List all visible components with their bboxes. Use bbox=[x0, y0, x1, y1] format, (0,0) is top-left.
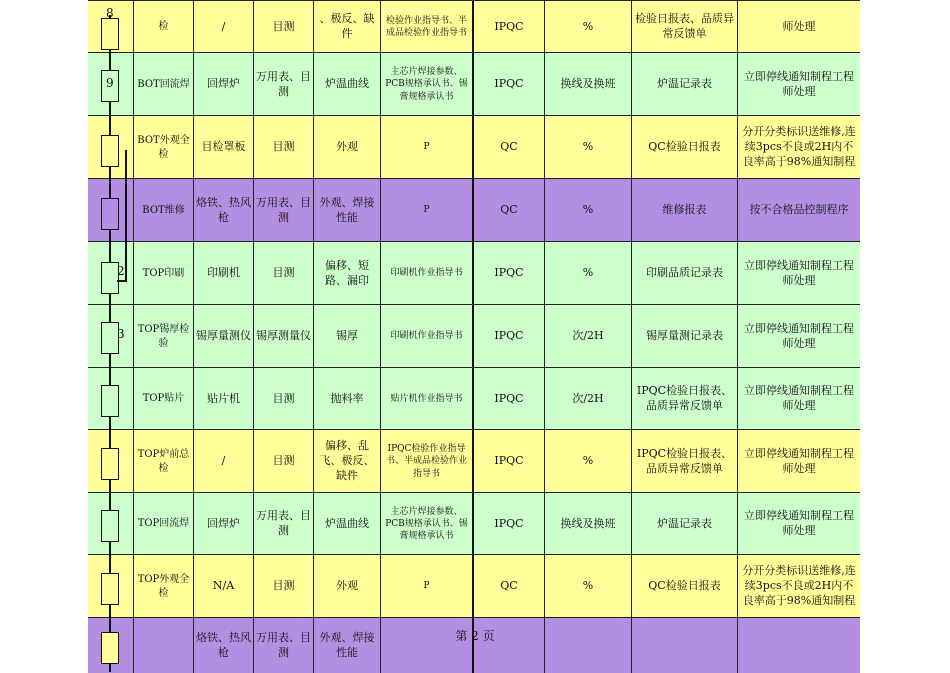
action-cell: 分开分类标识送维修,连续3pcs不良或2H内不良率高于98%通知制程 bbox=[737, 555, 860, 618]
process-step-box bbox=[101, 510, 119, 542]
step-cell: TOP贴片 bbox=[133, 368, 193, 430]
step-cell: TOP外观全检 bbox=[133, 555, 193, 618]
step-cell: BOT回流焊 bbox=[133, 53, 193, 116]
tool-cell: 万用表、目测 bbox=[253, 53, 313, 116]
step-cell: BOT外观全检 bbox=[133, 116, 193, 179]
equipment-cell: 回焊炉 bbox=[193, 493, 253, 555]
step-cell: TOP锡厚检验 bbox=[133, 305, 193, 368]
table-row bbox=[88, 178, 860, 242]
process-flowchart bbox=[88, 0, 133, 672]
action-cell: 立即停线通知制程工程师处理 bbox=[737, 430, 860, 493]
step-cell: TOP炉前总检 bbox=[133, 430, 193, 493]
equipment-cell: 烙铁、热风枪 bbox=[193, 618, 253, 673]
record-cell: IPQC检验日报表、品质异常反馈单 bbox=[631, 430, 737, 493]
tool-cell: 目测 bbox=[253, 555, 313, 618]
standard-cell: P bbox=[380, 179, 472, 242]
record-cell: 维修报表 bbox=[631, 179, 737, 242]
inspector-cell: IPQC bbox=[472, 493, 544, 555]
inspector-cell: IPQC bbox=[472, 53, 544, 116]
frequency-cell: % bbox=[544, 430, 631, 493]
frequency-cell: 换线及换班 bbox=[544, 53, 631, 116]
tool-cell: 目测 bbox=[253, 430, 313, 493]
inspection-item-cell: 外观、焊接性能 bbox=[313, 179, 380, 242]
inspection-item-cell: 偏移、乱飞、极反、缺件 bbox=[313, 430, 380, 493]
inspection-item-cell: 外观 bbox=[313, 116, 380, 179]
repair-loop-connector bbox=[117, 280, 127, 282]
table-row bbox=[88, 617, 860, 673]
table-row bbox=[88, 492, 860, 555]
equipment-cell: N/A bbox=[193, 555, 253, 618]
page-number: 第 2 页 bbox=[455, 629, 495, 643]
table-row bbox=[88, 115, 860, 179]
record-cell: 炉温记录表 bbox=[631, 53, 737, 116]
tool-cell: 万用表、目测 bbox=[253, 493, 313, 555]
tool-cell: 万用表、目测 bbox=[253, 618, 313, 673]
inspection-item-cell: 、极反、缺件 bbox=[313, 1, 380, 53]
process-step-box bbox=[101, 385, 119, 417]
frequency-cell: 换线及换班 bbox=[544, 493, 631, 555]
table-row bbox=[88, 304, 860, 368]
tool-cell: 万用表、目测 bbox=[253, 179, 313, 242]
action-cell: 按不合格品控制程序 bbox=[737, 179, 860, 242]
step-cell: 检 bbox=[133, 1, 193, 53]
frequency-cell: % bbox=[544, 1, 631, 53]
frequency-cell: 次/2H bbox=[544, 368, 631, 430]
inspector-cell: IPQC bbox=[472, 1, 544, 53]
inspector-cell: QC bbox=[472, 179, 544, 242]
table-row bbox=[88, 429, 860, 493]
tool-cell: 目测 bbox=[253, 116, 313, 179]
process-step-box bbox=[101, 135, 119, 167]
inspector-cell: QC bbox=[472, 555, 544, 618]
process-step-box bbox=[101, 632, 119, 664]
record-cell: 锡厚量测记录表 bbox=[631, 305, 737, 368]
inspector-cell: IPQC bbox=[472, 305, 544, 368]
inspection-item-cell: 炉温曲线 bbox=[313, 493, 380, 555]
action-cell: 立即停线通知制程工程师处理 bbox=[737, 242, 860, 305]
frequency-cell: % bbox=[544, 555, 631, 618]
action-cell: 立即停线通知制程工程师处理 bbox=[737, 305, 860, 368]
equipment-cell: 印刷机 bbox=[193, 242, 253, 305]
step-cell: TOP回流焊 bbox=[133, 493, 193, 555]
step-number: 9 bbox=[106, 76, 114, 90]
action-cell: 师处理 bbox=[737, 1, 860, 53]
frequency-cell: % bbox=[544, 116, 631, 179]
inspection-item-cell: 外观、焊接性能 bbox=[313, 618, 380, 673]
inspector-cell: IPQC bbox=[472, 430, 544, 493]
table-row bbox=[88, 241, 860, 305]
standard-cell: 贴片机作业指导书 bbox=[380, 368, 472, 430]
record-cell: 印刷品质记录表 bbox=[631, 242, 737, 305]
action-cell: 分开分类标识送维修,连续3pcs不良或2H内不良率高于98%通知制程 bbox=[737, 116, 860, 179]
step-number: 2 bbox=[117, 264, 125, 278]
inspector-cell: QC bbox=[472, 116, 544, 179]
frequency-cell: % bbox=[544, 242, 631, 305]
inspection-item-cell: 炉温曲线 bbox=[313, 53, 380, 116]
standard-cell: 主芯片焊接参数、PCB规格承认书、锡膏规格承认书 bbox=[380, 493, 472, 555]
standard-cell: 主芯片焊接参数、PCB规格承认书、锡膏规格承认书 bbox=[380, 53, 472, 116]
standard-cell: 印刷机作业指导书 bbox=[380, 242, 472, 305]
inspection-item-cell: 抛料率 bbox=[313, 368, 380, 430]
equipment-cell: 烙铁、热风枪 bbox=[193, 179, 253, 242]
process-step-box bbox=[101, 448, 119, 480]
standard-cell: P bbox=[380, 555, 472, 618]
inspector-cell: IPQC bbox=[472, 368, 544, 430]
standard-cell: P bbox=[380, 116, 472, 179]
inspection-item-cell: 外观 bbox=[313, 555, 380, 618]
action-cell: 立即停线通知制程工程师处理 bbox=[737, 368, 860, 430]
step-number: 3 bbox=[117, 327, 125, 341]
step-number: 8 bbox=[106, 6, 114, 20]
step-cell: TOP印刷 bbox=[133, 242, 193, 305]
tool-cell: 锡厚测量仪 bbox=[253, 305, 313, 368]
tool-cell: 目测 bbox=[253, 242, 313, 305]
frequency-cell: % bbox=[544, 179, 631, 242]
equipment-cell: 目检罩板 bbox=[193, 116, 253, 179]
tool-cell: 目测 bbox=[253, 1, 313, 53]
standard-cell: 检验作业指导书、半成品检验作业指导书 bbox=[380, 1, 472, 53]
equipment-cell: 锡厚量测仪 bbox=[193, 305, 253, 368]
repair-loop-line bbox=[125, 150, 127, 280]
equipment-cell: 回焊炉 bbox=[193, 53, 253, 116]
action-cell: 立即停线通知制程工程师处理 bbox=[737, 53, 860, 116]
process-step-box bbox=[101, 18, 119, 50]
inspection-item-cell: 偏移、短路、漏印 bbox=[313, 242, 380, 305]
action-cell: 立即停线通知制程工程师处理 bbox=[737, 493, 860, 555]
record-cell: IPQC检验日报表、品质异常反馈单 bbox=[631, 368, 737, 430]
record-cell: 检验日报表、品质异常反馈单 bbox=[631, 1, 737, 53]
standard-cell: 印刷机作业指导书 bbox=[380, 305, 472, 368]
table-row bbox=[88, 367, 860, 430]
inspector-cell: IPQC bbox=[472, 242, 544, 305]
equipment-cell: / bbox=[193, 430, 253, 493]
inspection-item-cell: 锡厚 bbox=[313, 305, 380, 368]
process-step-box bbox=[101, 198, 119, 230]
record-cell: QC检验日报表 bbox=[631, 555, 737, 618]
equipment-cell: / bbox=[193, 1, 253, 53]
table-row bbox=[88, 52, 860, 116]
record-cell: 炉温记录表 bbox=[631, 493, 737, 555]
table-row bbox=[88, 554, 860, 618]
frequency-cell: 次/2H bbox=[544, 305, 631, 368]
standard-cell: IPQC检验作业指导书、半成品检验作业指导书 bbox=[380, 430, 472, 493]
step-cell: BOT维修 bbox=[133, 179, 193, 242]
process-step-box bbox=[101, 573, 119, 605]
record-cell: QC检验日报表 bbox=[631, 116, 737, 179]
table-row bbox=[88, 0, 860, 53]
tool-cell: 目测 bbox=[253, 368, 313, 430]
equipment-cell: 贴片机 bbox=[193, 368, 253, 430]
